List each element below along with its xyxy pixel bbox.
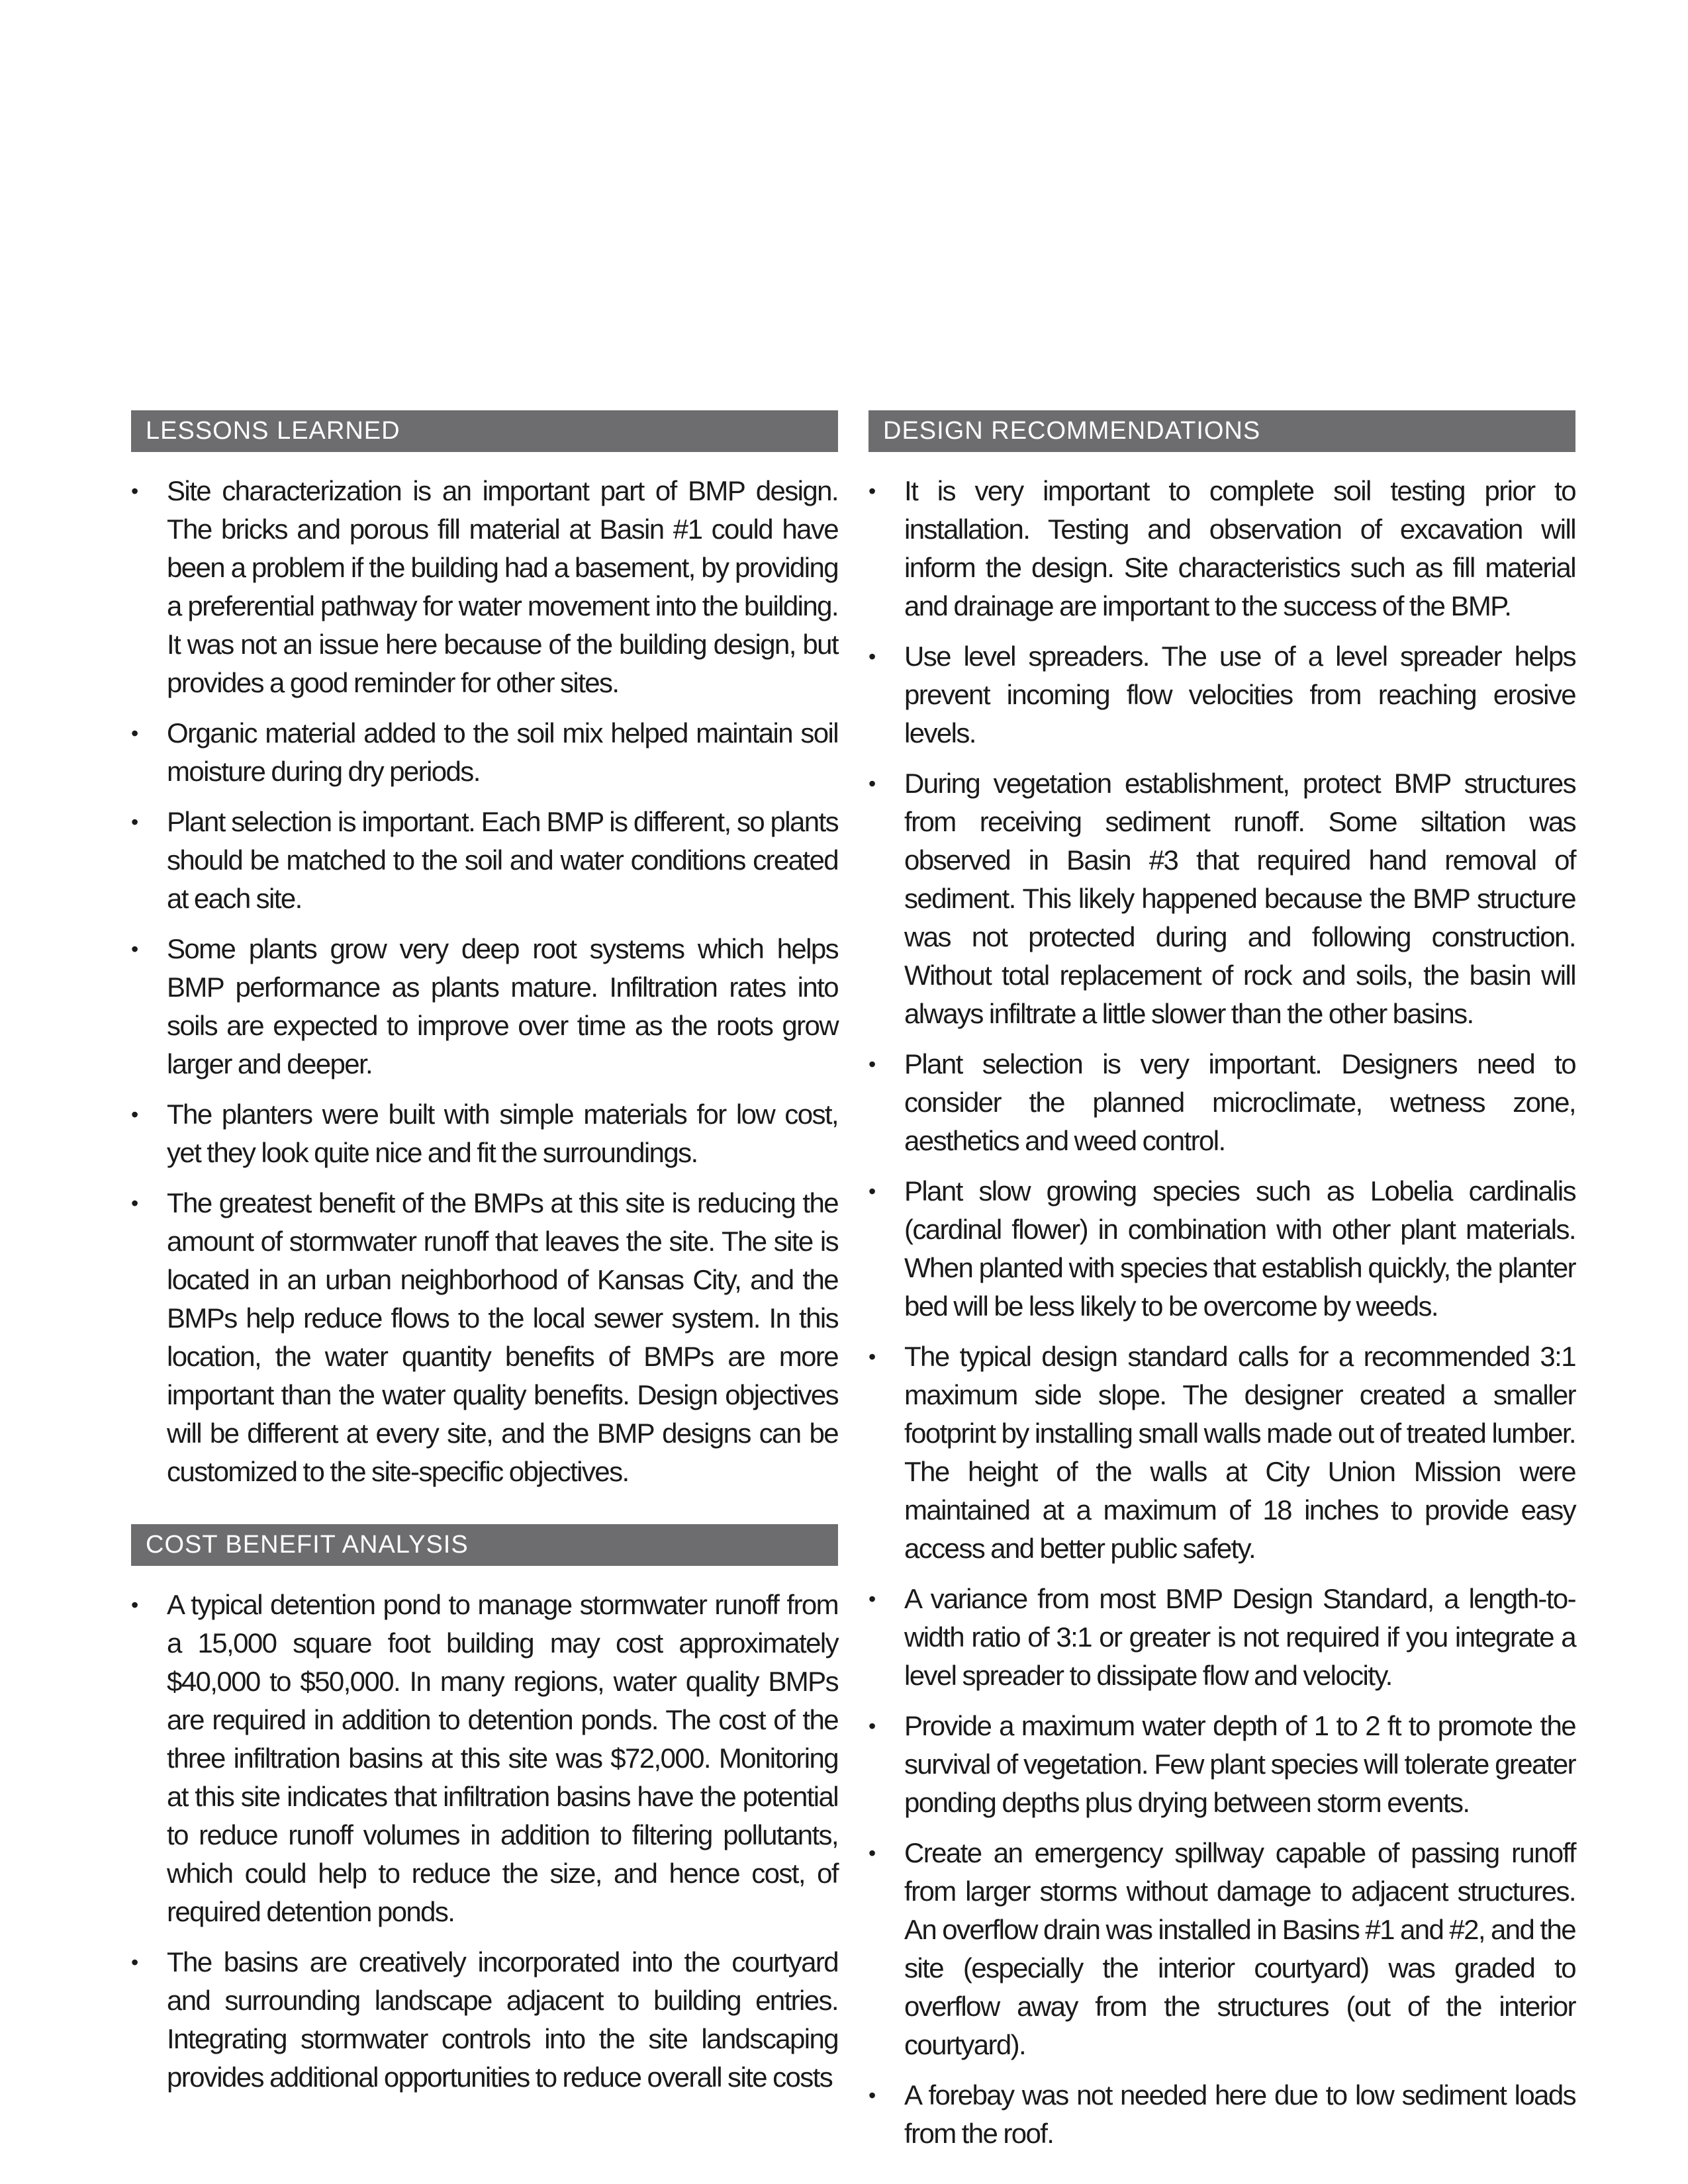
left-column bbox=[131, 410, 838, 2097]
list-item: • A forebay was not needed here due to low sediment loads from the roof. bbox=[868, 2076, 1575, 2153]
list-item: • During vegetation establishment, protect BMP structures from receiving sediment runoff. Some siltation was observed in Basin #3 that required hand removal of sediment. This likely happened because the BMP structure was not protected during and following construction. Without total replacement of rock and soils, the basin will always infiltrate a little slower than the other basins. bbox=[868, 764, 1575, 1033]
design-recommendations-list bbox=[868, 472, 1575, 2153]
lessons-learned-header: LESSONS LEARNED bbox=[131, 410, 838, 452]
list-item: • Plant selection is very important. Designers need to consider the planned microclimate, wetness zone, aesthetics and weed control. bbox=[868, 1045, 1575, 1160]
design-recommendations-section bbox=[868, 410, 1575, 2153]
right-column bbox=[868, 410, 1575, 2153]
cost-benefit-header: COST BENEFIT ANALYSIS bbox=[131, 1524, 838, 1566]
cost-benefit-section bbox=[131, 1524, 838, 2097]
list-item: • The typical design standard calls for a recommended 3:1 maximum side slope. The designer created a smaller footprint by installing small walls made out of treated lumber. The height of the walls at City Union Mission were maintained at a maximum of 18 inches to provide easy access and better public safety. bbox=[868, 1338, 1575, 1568]
list-item: • The greatest benefit of the BMPs at this site is reducing the amount of stormwater runoff that leaves the site. The site is located in an urban neighborhood of Kansas City, and the BMPs help reduce flows to the local sewer system. In this location, the water quantity benefits of BMPs are more important than the water quality benefits. Design objectives will be different at every site, and the BMP designs can be customized to the site-specific objectives. bbox=[131, 1184, 838, 1491]
list-item: • Organic material added to the soil mix helped maintain soil moisture during dry periods. bbox=[131, 714, 838, 791]
list-item: • The basins are creatively incorporated into the courtyard and surrounding landscape adjacent to building entries. Integrating stormwater controls into the site landscaping provides additional opportunities to reduce overall site costs bbox=[131, 1943, 838, 2097]
lessons-learned-list bbox=[131, 472, 838, 1491]
list-item: • Provide a maximum water depth of 1 to 2 ft to promote the survival of vegetation. Few plant species will tolerate greater ponding depths plus drying between storm events. bbox=[868, 1707, 1575, 1822]
list-item: • Create an emergency spillway capable of passing runoff from larger storms without damage to adjacent structures. An overflow drain was installed in Basins #1 and #2, and the site (especially the interior courtyard) was graded to overflow away from the structures (out of the interior courtyard). bbox=[868, 1834, 1575, 2064]
list-item: • It is very important to complete soil testing prior to installation. Testing and observation of excavation will inform the design. Site characteristics such as fill material and drainage are important to the success of the BMP. bbox=[868, 472, 1575, 625]
list-item: • A variance from most BMP Design Standard, a length-to-width ratio of 3:1 or greater is not required if you integrate a level spreader to dissipate flow and velocity. bbox=[868, 1580, 1575, 1695]
list-item: • Use level spreaders. The use of a level spreader helps prevent incoming flow velocities from reaching erosive levels. bbox=[868, 637, 1575, 752]
list-item: • Plant slow growing species such as Lobelia cardinalis (cardinal flower) in combination with other plant materials. When planted with species that establish quickly, the planter bed will be less likely to be overcome by weeds. bbox=[868, 1172, 1575, 1326]
list-item: • Plant selection is important. Each BMP is different, so plants should be matched to the soil and water conditions created at each site. bbox=[131, 803, 838, 918]
lessons-learned-section bbox=[131, 410, 838, 1491]
list-item: • Site characterization is an important part of BMP design. The bricks and porous fill material at Basin #1 could have been a problem if the building had a basement, by providing a preferential pathway for water movement into the building. It was not an issue here because of the building design, but provides a good reminder for other sites. bbox=[131, 472, 838, 702]
list-item: • A typical detention pond to manage stormwater runoff from a 15,000 square foot building may cost approximately $40,000 to $50,000. In many regions, water quality BMPs are required in addition to detention ponds. The cost of the three infiltration basins at this site was $72,000. Monitoring at this site indicates that infiltration basins have the potential to reduce runoff volumes in addition to filtering pollutants, which could help to reduce the size, and hence cost, of required detention ponds. bbox=[131, 1586, 838, 1931]
design-recommendations-header: DESIGN RECOMMENDATIONS bbox=[868, 410, 1575, 452]
cost-benefit-list bbox=[131, 1586, 838, 2097]
list-item: • Some plants grow very deep root systems which helps BMP performance as plants mature. Infiltration rates into soils are expected to improve over time as the roots grow larger and deeper. bbox=[131, 930, 838, 1083]
list-item: • The planters were built with simple materials for low cost, yet they look quite nice and fit the surroundings. bbox=[131, 1095, 838, 1172]
